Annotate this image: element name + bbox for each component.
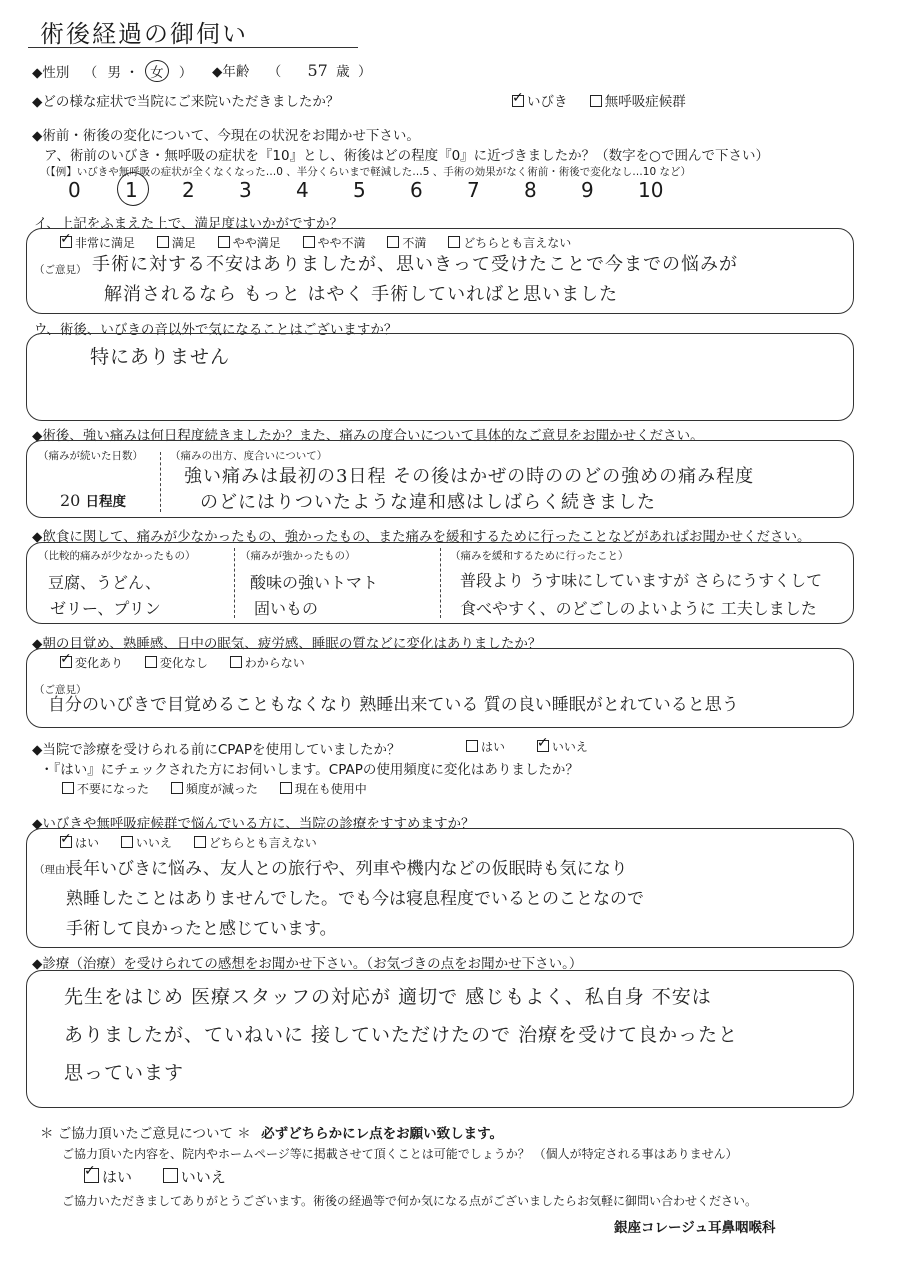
gender-close: ） [178,65,193,81]
checkbox-frequency-reduced[interactable] [171,782,183,794]
pain-days-unit: 日程度 [85,494,126,510]
scale-1[interactable]: 1 [125,178,138,202]
clinic-name: 銀座コレージュ耳鼻咽喉科 [614,1220,776,1236]
impression-line1[interactable]: 先生をはじめ 医療スタッフの対応が 適切で 感じもよく、私自身 不安は [64,986,712,1008]
checkbox-dissatisfied[interactable] [387,236,399,248]
recommend-reason-line1[interactable]: 長年いびきに悩み、友人との旅行や、列車や機内などの仮眠時も気になり [66,859,628,879]
scale-3[interactable]: 3 [239,178,252,202]
option-no-change: 変化なし [159,656,208,670]
option-recommend-no: いいえ [135,836,172,850]
page-title: 術後経過の御伺い [40,20,248,48]
cpap-sub-question: ・『はい』にチェックされた方にお伺いします。CPAPの使用頻度に変化はありましたか？ [40,762,579,778]
checkbox-cpap-yes[interactable] [466,740,478,752]
age-close: ） [357,64,372,80]
recommend-options [60,834,335,851]
food-question: ◆飲食に関して、痛みが少なかったもの、強かったもの、また痛みを緩和するために行ったことなどがあればお聞かせください。 [32,529,811,545]
scale-5[interactable]: 5 [353,178,366,202]
option-somewhat-dissatisfied: やや不満 [317,236,366,250]
checkbox-cpap-no[interactable] [537,740,549,752]
recommend-reason-line3[interactable]: 手術して良かったと感じています。 [66,919,337,939]
checkbox-very-satisfied[interactable] [60,236,72,248]
footer-note-bold: 必ずどちらかにレ点をお願い致します。 [261,1126,504,1142]
scale-7[interactable]: 7 [467,178,480,202]
option-still-using: 現在も使用中 [294,782,367,796]
scale-4[interactable]: 4 [296,178,309,202]
footer-consent-text: ご協力頂いた内容を、院内やホームページ等に掲載させて頂くことは可能でしょうか？ （個人が特定される事はありません） [62,1147,738,1161]
scale-8[interactable]: 8 [524,178,537,202]
checkbox-consent-no[interactable] [163,1168,178,1183]
satisfaction-question: イ、上記をふまえた上で、満足度はいかがですか？ [34,216,344,232]
option-recommend-neither: どちらとも言えない [208,836,317,850]
pain-divider [160,452,161,512]
recommend-reason-label: （理由） [34,864,76,876]
impression-question: ◆診療（治療）を受けられての感想をお聞かせ下さい。（お気づきの点をお聞かせ下さい。） [32,956,583,972]
food-col3-line2[interactable]: 食べやすく、のどごしのよいように 工夫しました [460,599,817,618]
recommend-reason-line2[interactable]: 熟睡したことはありませんでした。でも今は寝息程度でいるとのことなので [66,889,644,909]
gender-male[interactable]: 男 [107,65,121,81]
checkbox-somewhat-satisfied[interactable] [218,236,230,248]
option-neither: どちらとも言えない [463,236,572,250]
food-col2-line1[interactable]: 酸味の強いトマト [250,573,379,592]
pain-desc-label: （痛みの出方、度合いについて） [170,450,328,462]
food-col3-line1[interactable]: 普段より うす味にしていますが さらにうすくして [460,571,823,590]
option-cpap-yes: はい [481,740,506,754]
option-recommend-yes: はい [75,836,100,850]
sleep-opinion[interactable]: 自分のいびきで目覚めることもなくなり 熟睡出来ている 質の良い睡眠がとれていると思う [48,695,739,715]
title-underline [28,47,358,48]
change-sub-a: ア、術前のいびき・無呼吸の症状を『10』とし、術後はどの程度『0』に近づきましたか？（数字を○で囲んで下さい） [44,148,769,164]
age-unit: 歳 [336,64,350,80]
pain-days-label: （痛みが続いた日数） [38,450,143,462]
footer-consent-options [84,1166,244,1187]
option-consent-no: いいえ [180,1168,226,1186]
option-somewhat-satisfied: やや満足 [232,236,281,250]
other-question: ウ、術後、いびきの音以外で気になることはございますか？ [34,322,398,338]
checkbox-neither[interactable] [448,236,460,248]
footer-note [40,1122,503,1142]
change-question: ◆術前・術後の変化について、今現在の状況をお聞かせ下さい。 [32,128,420,144]
selected-scale-circle [117,172,149,206]
option-apnea: 無呼吸症候群 [604,94,686,110]
option-cpap-no: いいえ [551,740,588,754]
checkbox-apnea[interactable] [590,95,602,107]
cpap-sub-options [62,780,385,797]
cpap-options [466,738,606,755]
checkbox-satisfied[interactable] [157,236,169,248]
scale-10[interactable]: 10 [638,178,664,202]
checkbox-no-change[interactable] [145,656,157,668]
food-col3-label: （痛みを緩和するために行ったこと） [450,550,629,562]
pain-question: ◆術後、強い痛みは何日程度続きましたか？また、痛みの度合いについて具体的なご意見をお聞かせください。 [32,428,704,444]
option-snoring: いびき [527,94,568,110]
satisfaction-opinion-label: （ご意見） [34,264,87,276]
option-satisfied: 満足 [171,236,196,250]
change-example: （【例】いびきや無呼吸の症状が全くなくなった…0 、半分くらいまで軽減した…5 、手術の効果がなく術前・術後で変化なし…10 など） [40,166,691,178]
checkbox-unknown[interactable] [230,656,242,668]
scale-0[interactable]: 0 [68,178,81,202]
checkbox-snoring[interactable] [512,95,524,107]
checkbox-somewhat-dissatisfied[interactable] [303,236,315,248]
checkbox-no-longer-needed[interactable] [62,782,74,794]
food-col2-line2[interactable]: 固いもの [254,599,319,618]
checkbox-still-using[interactable] [280,782,292,794]
pain-days-value[interactable]: 20 [60,491,81,510]
footer-note-head: ＊ ご協力頂いたご意見について ＊ [40,1126,251,1142]
sleep-opinion-label: （ご意見） [34,684,87,696]
scale-6[interactable]: 6 [410,178,423,202]
other-answer[interactable]: 特にありません [90,346,231,368]
satisfaction-opinion-line2[interactable]: 解消されるなら もっと はやく 手術していればと思いました [104,284,619,305]
recommend-question: ◆いびきや無呼吸症候群で悩んでいる方に、当院の診療をすすめますか？ [32,816,475,832]
food-divider-1 [234,548,235,618]
gender-dot: ・ [125,65,139,81]
symptom-options [512,90,704,110]
option-unknown: わからない [244,656,305,670]
food-col1-label: （比較的痛みが少なかったもの） [38,550,196,562]
change-scale [68,178,695,202]
food-col1-line1[interactable]: 豆腐、うどん、 [48,573,161,592]
gender-row [32,60,192,82]
cpap-question: ◆当院で診療を受けられる前にCPAPを使用していましたか？ [32,742,401,758]
age-label: ◆年齢 [212,64,250,80]
age-value[interactable]: 57 [307,61,328,80]
food-divider-2 [440,548,441,618]
option-frequency-reduced: 頻度が減った [185,782,258,796]
option-no-longer-needed: 不要になった [77,782,150,796]
impression-line2[interactable]: ありましたが、ていねいに 接していただけたので 治療を受けて良かったと [64,1024,739,1046]
gender-female-selected[interactable]: 女 [145,60,169,82]
option-changed: 変化あり [75,656,124,670]
satisfaction-opinion-line1[interactable]: 手術に対する不安はありましたが、思いきって受けたことで今までの悩みが [92,254,738,275]
footer-thanks: ご協力いただきましてありがとうございます。術後の経過等で何か気になる点がございましたらお気軽に御問い合わせください。 [62,1194,758,1208]
sleep-question: ◆朝の目覚め、熟睡感、日中の眠気、疲労感、睡眠の質などに変化はありましたか？ [32,636,542,652]
age-open: （ [267,64,282,80]
checkbox-consent-yes[interactable] [84,1168,99,1183]
option-very-satisfied: 非常に満足 [75,236,136,250]
gender-open: （ [83,65,98,81]
pain-desc-line1[interactable]: 強い痛みは最初の3日程 その後はかぜの時ののどの強めの痛み程度 [184,466,755,487]
impression-line3[interactable]: 思っています [64,1062,185,1084]
symptom-question: ◆どの様な症状で当院にご来院いただきましたか？ [32,94,340,110]
checkbox-recommend-no[interactable] [121,836,133,848]
option-consent-yes: はい [102,1168,133,1186]
checkbox-recommend-neither[interactable] [194,836,206,848]
option-dissatisfied: 不満 [402,236,427,250]
checkbox-recommend-yes[interactable] [60,836,72,848]
age-row [212,60,371,80]
pain-desc-line2[interactable]: のどにはりついたような違和感はしばらく続きました [200,492,656,513]
scale-9[interactable]: 9 [581,178,594,202]
food-col1-line2[interactable]: ゼリー、プリン [50,599,161,618]
scale-2[interactable]: 2 [182,178,195,202]
gender-label: ◆性別 [32,65,70,81]
checkbox-changed[interactable] [60,656,72,668]
satisfaction-options [60,234,589,251]
sleep-options [60,654,323,671]
pain-days-row [60,490,126,510]
food-col2-label: （痛みが強かったもの） [240,550,356,562]
